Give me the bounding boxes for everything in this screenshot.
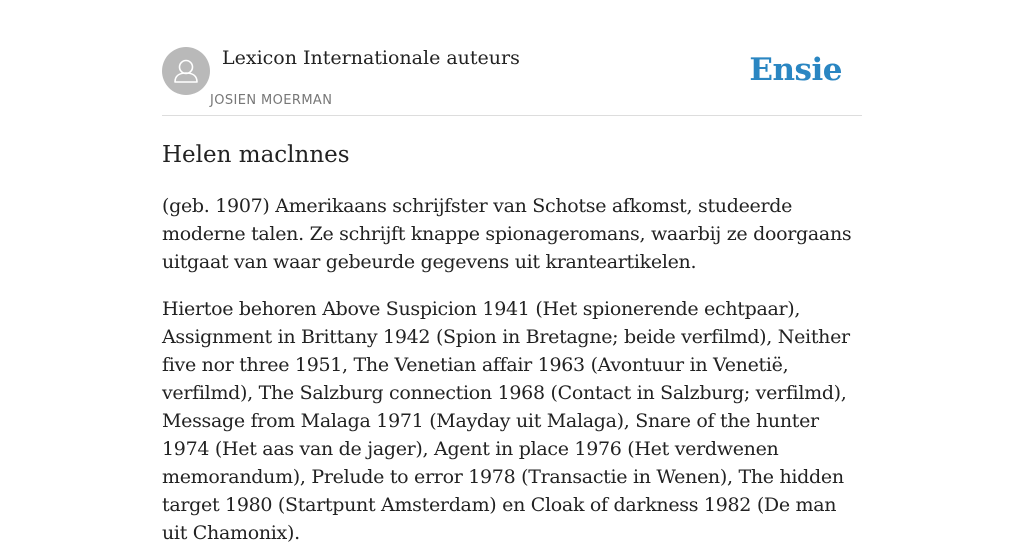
source-header xyxy=(162,46,862,116)
article-title: Helen maclnnes xyxy=(162,142,350,168)
avatar[interactable] xyxy=(162,47,210,95)
brand-logo[interactable]: Ensie xyxy=(749,52,842,88)
article-paragraph: (geb. 1907) Amerikaans schrijfster van Schotse afkomst, studeerde moderne talen. Ze schrijft knappe spionageromans, waarbij ze doorgaans uitgaat van waar gebeurde gegevens uit kranteartikelen. xyxy=(162,195,852,273)
article xyxy=(162,140,862,547)
article-paragraph: Hiertoe behoren Above Suspicion 1941 (Het spionerende echtpaar), Assignment in Brittany 1942 (Spion in Bretagne; beide verfilmd), Neither five nor three 1951, The Venetian affair 1963 (Avontuur in Venetië, verfilmd), The Salzburg connection 1968 (Contact in Salzburg; verfilmd), Message from Malaga 1971 (Mayday uit Malaga), Snare of the hunter 1974 (Het aas van de jager), Agent in place 1976 (Het verdwenen memorandum), Prelude to error 1978 (Transactie in Wenen), The hidden target 1980 (Startpunt Amsterdam) en Cloak of darkness 1982 (De man uit Chamonix). xyxy=(162,298,850,544)
source-title-link[interactable]: Lexicon Internationale auteurs xyxy=(222,47,520,69)
user-icon xyxy=(162,47,210,95)
author-link[interactable]: JOSIEN MOERMAN xyxy=(210,93,333,108)
divider xyxy=(162,115,862,116)
